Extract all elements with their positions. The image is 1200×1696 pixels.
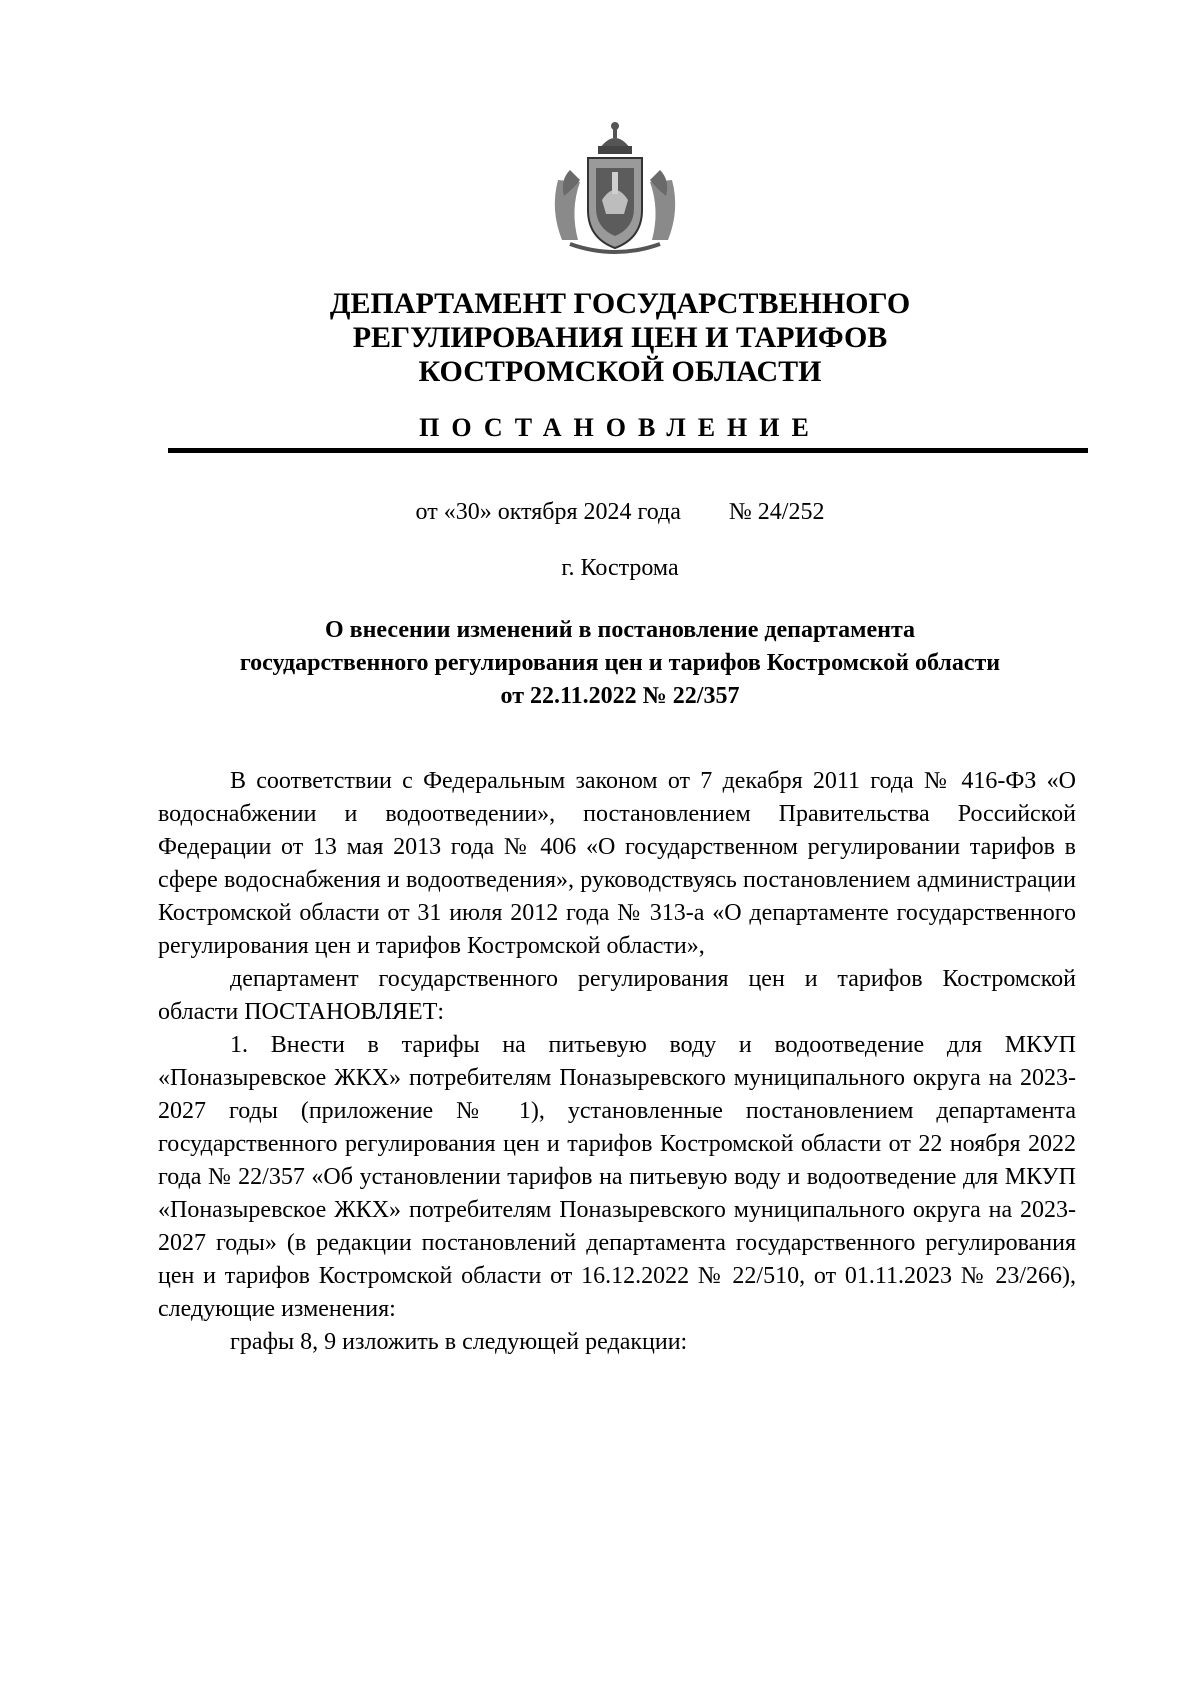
document-city: г. Кострома [561, 555, 679, 581]
department-title-line: ДЕПАРТАМЕНТ ГОСУДАРСТВЕННОГО [329, 287, 911, 320]
body-paragraph: В соответствии с Федеральным законом от 7 декабря 2011 года № 416-ФЗ «О водоснабжении и водоотведении», постановлением Правительства Российской Федерации от 13 мая 2013 года № 406 «О государственном регулировании тарифов в сфере водоснабжения и водоотведения», руководствуясь постановлением администрации Костромской области от 31 июля 2012 года № 313-а «О департаменте государственного регулирования цен и тарифов Костромской области», [158, 768, 1076, 959]
department-title [150, 287, 1090, 389]
body-paragraph: графы 8, 9 изложить в следующей редакции: [230, 1329, 688, 1355]
body-paragraph: департамент государственного регулирования цен и тарифов Костромской области ПОСТАНОВЛЯЕТ: [158, 966, 1076, 1025]
subject-line: государственного регулирования цен и тарифов Костромской области [239, 650, 1001, 676]
subject-line: О внесении изменений в постановление департамента [324, 617, 916, 643]
coat-of-arms-icon [540, 110, 690, 260]
document-body [158, 765, 1076, 1359]
header-divider [168, 448, 1088, 453]
document-date-number: от «30» октября 2024 года № 24/252 [415, 499, 825, 525]
body-paragraph: 1. Внести в тарифы на питьевую воду и водоотведение для МКУП «Поназыревское ЖКХ» потребителям Поназыревского муниципального округа на 2023-2027 годы (приложение № 1), установленные постановлением департамента государственного регулирования цен и тарифов Костромской области от 22 ноября 2022 года № 22/357 «Об установлении тарифов на питьевую воду и водоотведение для МКУП «Поназыревское ЖКХ» потребителям Поназыревского муниципального округа на 2023-2027 годы» (в редакции постановлений департамента государственного регулирования цен и тарифов Костромской области от 16.12.2022 № 22/510, от 01.11.2023 № 23/266), следующие изменения: [158, 1032, 1076, 1322]
department-title-line: РЕГУЛИРОВАНИЯ ЦЕН И ТАРИФОВ [352, 321, 888, 354]
document-type: ПОСТАНОВЛЕНИЕ [419, 413, 821, 442]
document-subject [150, 614, 1090, 713]
department-title-line: КОСТРОМСКОЙ ОБЛАСТИ [418, 355, 822, 388]
subject-line: от 22.11.2022 № 22/357 [500, 683, 740, 709]
